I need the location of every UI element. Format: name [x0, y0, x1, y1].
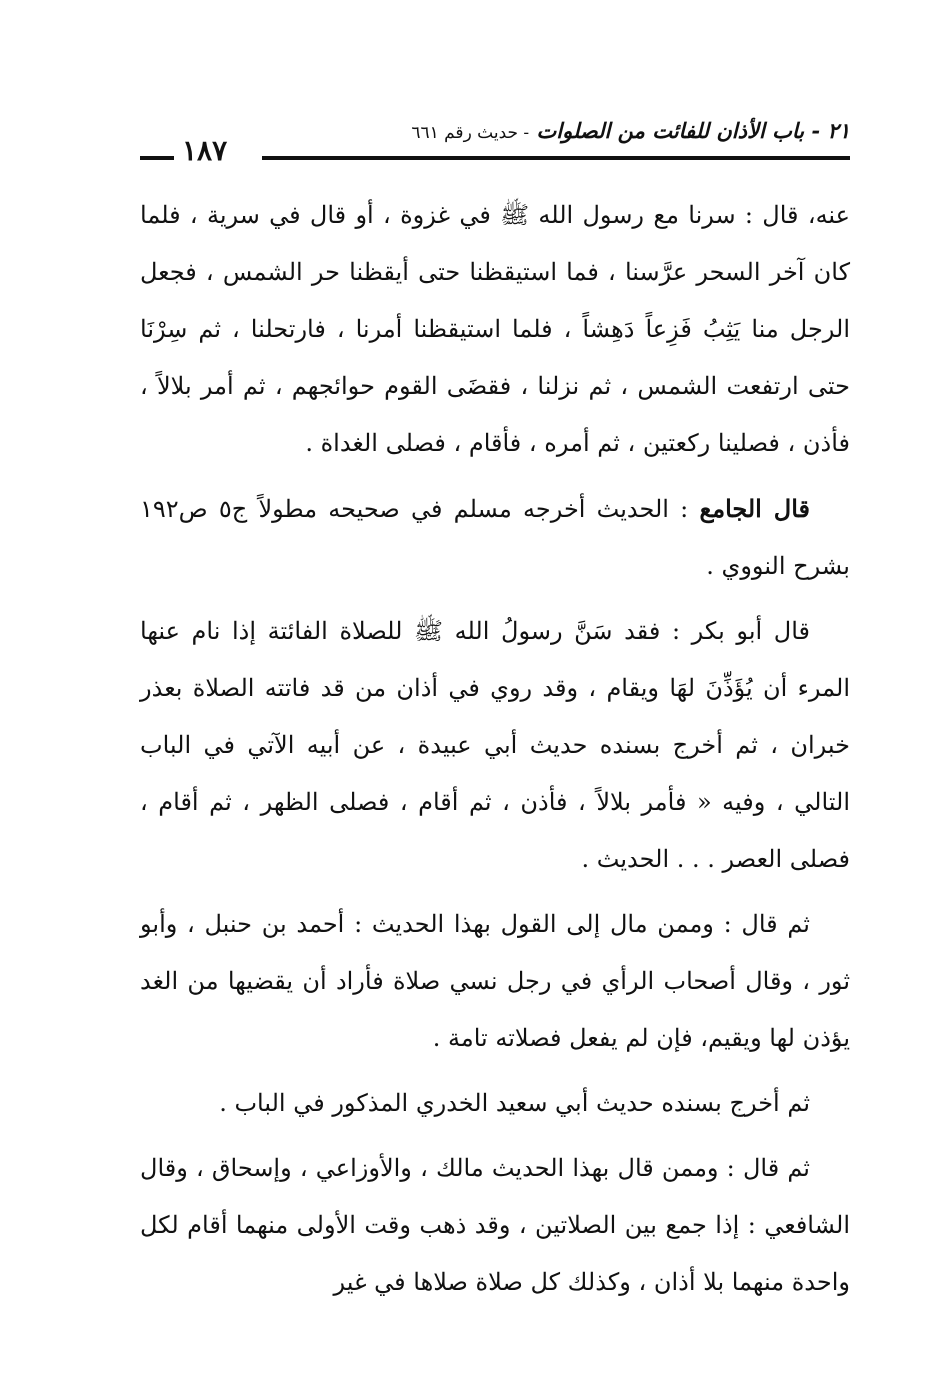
paragraph-malik: ثم قال : وممن قال بهذا الحديث مالك ، والأوزاعي ، وإسحاق ، وقال الشافعي : إذا جمع بين الصلاتين ، وقد ذهب وقت الأولى منهما أقام لكل واحدة منهما بلا أذان ، وكذلك كل صلاة صلاها في غير [140, 1154, 850, 1296]
page-number: ١٨٧ [182, 134, 228, 167]
paragraph-al-jami-note [140, 480, 850, 595]
running-head [411, 118, 850, 143]
header-long-rule [262, 156, 850, 160]
header-short-rule [140, 156, 174, 160]
paragraph-abu-said: ثم أخرج بسنده حديث أبي سعيد الخدري المذكور في الباب . [219, 1089, 810, 1117]
paragraph-lead: قال الجامع [699, 494, 810, 523]
paragraph-body: : الحديث أخرجه مسلم في صحيحه مطولاً ج٥ ص١٩٢ بشرح النووي . [140, 495, 850, 580]
chapter-title: ٢١ - باب الأذان للفائت من الصلوات [536, 118, 850, 143]
hadith-number: - حديث رقم ٦٦١ [411, 123, 530, 143]
paragraph-abu-bakr: قال أبو بكر : فقد سَنَّ رسولُ الله ﷺ للصلاة الفائتة إذا نام عنها المرء أن يُؤَذِّنَ لهَا ويقام ، وقد روي في أذان من قد فاتته الصلاة بعذر خبران ، ثم أخرج بسنده حديث أبي عبيدة ، عن أبيه الآتي في الباب التالي ، وفيه « فأمر بلالاً ، فأذن ، ثم أقام ، فصلى الظهر ، ثم أقام ، فصلى العصر . . . الحديث . [140, 617, 850, 873]
paragraph-ahmad: ثم قال : وممن مال إلى القول بهذا الحديث : أحمد بن حنبل ، وأبو ثور ، وقال أصحاب الرأي في رجل نسي صلاة فأراد أن يقضيها من الغد يؤذن لها ويقيم، فإن لم يفعل فصلاته تامة . [140, 910, 850, 1052]
page-header [140, 118, 850, 168]
paragraph-hadith-text: عنه، قال : سرنا مع رسول الله ﷺ في غزوة ، أو قال في سرية ، فلما كان آخر السحر عرَّسنا ، فما استيقظنا حتى أيقظنا حر الشمس ، فجعل الرجل منا يَثِبُ فَزِعاً دَهِشاً ، فلما استيقظنا أمرنا ، فارتحلنا ، ثم سِرْنَا حتى ارتفعت الشمس ، ثم نزلنا ، فقضَى القوم حوائجهم ، ثم أمر بلالاً ، فأذن ، فصلينا ركعتين ، ثم أمره ، فأقام ، فصلى الغداة . [140, 201, 851, 457]
body-text [140, 187, 850, 1311]
